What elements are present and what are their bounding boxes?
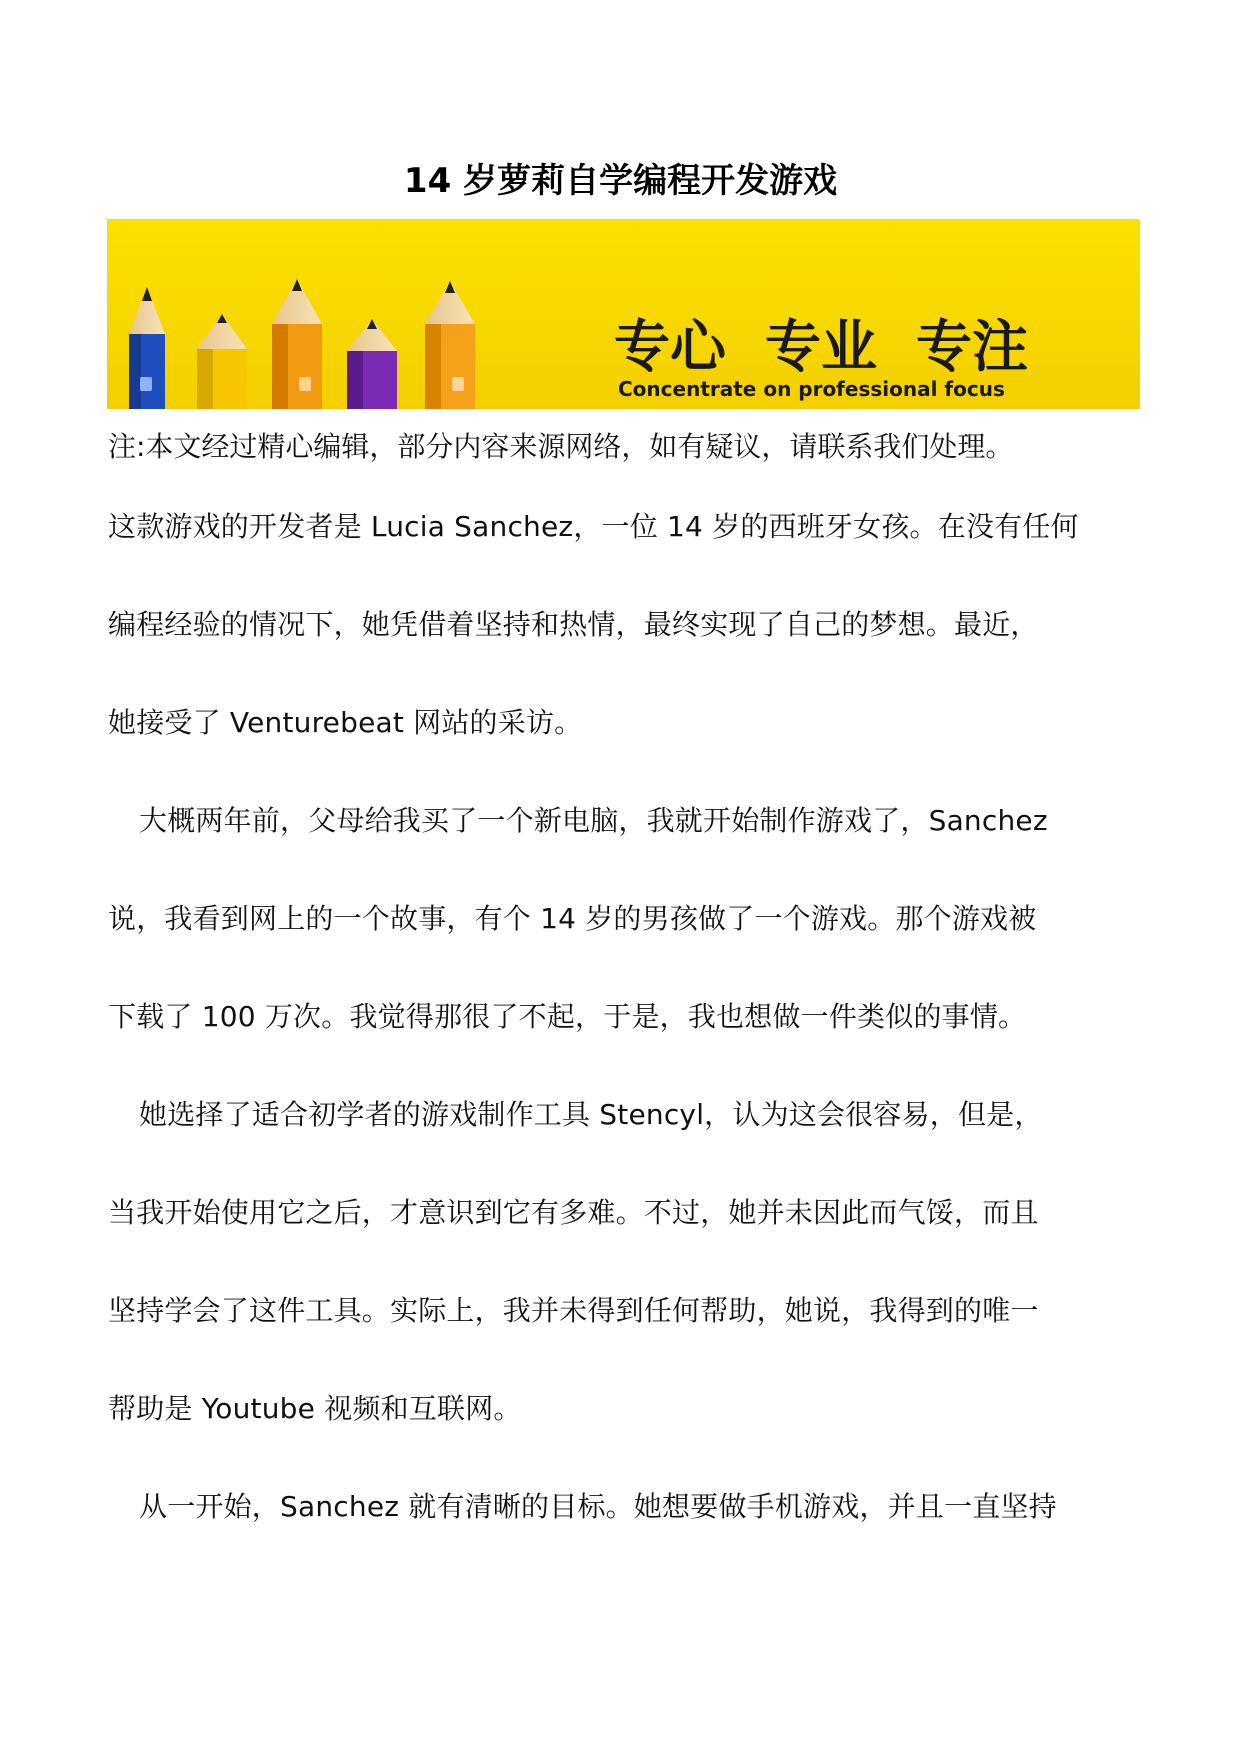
banner-slogan-en: Concentrate on professional focus bbox=[618, 377, 1005, 401]
paragraph-line: 编程经验的情况下，她凭借着坚持和热情，最终实现了自己的梦想。最近， bbox=[108, 608, 1039, 641]
paragraph-line: 帮助是 Youtube 视频和互联网。 bbox=[108, 1392, 522, 1425]
paragraph-line: 她接受了 Venturebeat 网站的采访。 bbox=[108, 706, 583, 739]
paragraph-line: 这款游戏的开发者是 Lucia Sanchez，一位 14 岁的西班牙女孩。在没有任何 bbox=[108, 510, 1079, 543]
paragraph-line: 说，我看到网上的一个故事，有个 14 岁的男孩做了一个游戏。那个游戏被 bbox=[108, 902, 1037, 935]
editor-note: 注:本文经过精心编辑，部分内容来源网络，如有疑议，请联系我们处理。 bbox=[108, 430, 1014, 463]
paragraph-line: 当我开始使用它之后，才意识到它有多难。不过，她并未因此而气馁，而且 bbox=[108, 1196, 1039, 1229]
paragraph-line: 下载了 100 万次。我觉得那很了不起，于是，我也想做一件类似的事情。 bbox=[108, 1000, 1027, 1033]
paragraph-line: 坚持学会了这件工具。实际上，我并未得到任何帮助，她说，我得到的唯一 bbox=[108, 1294, 1039, 1327]
banner-slogan: 专心 专业 专注 bbox=[614, 315, 1028, 380]
paragraph-line: 她选择了适合初学者的游戏制作工具 Stencyl，认为这会很容易，但是， bbox=[139, 1098, 1043, 1131]
paragraph-line: 大概两年前，父母给我买了一个新电脑，我就开始制作游戏了，Sanchez bbox=[139, 804, 1048, 837]
document-title: 14 岁萝莉自学编程开发游戏 bbox=[403, 161, 838, 201]
banner-image bbox=[107, 219, 1140, 409]
paragraph-line: 从一开始，Sanchez 就有清晰的目标。她想要做手机游戏，并且一直坚持 bbox=[139, 1490, 1057, 1523]
